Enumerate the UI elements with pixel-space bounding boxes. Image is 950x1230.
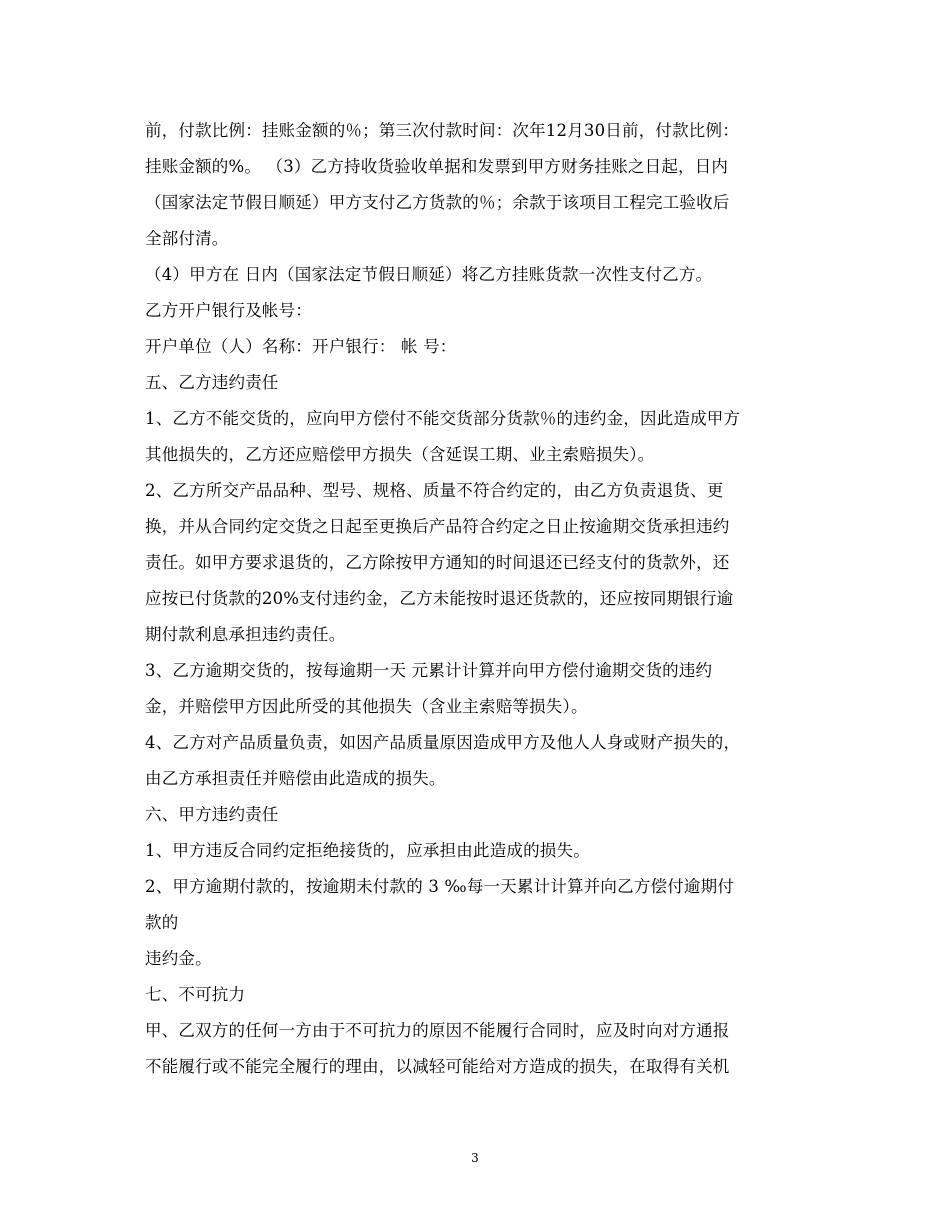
body-text xyxy=(145,113,810,1085)
text-line: 全部付清。 xyxy=(145,229,229,248)
section-heading: 六、甲方违约责任 xyxy=(145,805,279,824)
text-line: 开户单位（人）名称：开户银行： 帐 号： xyxy=(145,337,457,356)
text-line: 违约金。 xyxy=(145,949,212,968)
text-line: 1、乙方不能交货的，应向甲方偿付不能交货部分货款％的违约金，因此造成甲方 xyxy=(145,409,741,428)
text-line: 乙方开户银行及帐号： xyxy=(145,301,312,320)
text-line: 1、甲方违反合同约定拒绝接货的，应承担由此造成的损失。 xyxy=(145,841,590,860)
page-number: 3 xyxy=(471,1151,479,1165)
text-line: （国家法定节假日顺延）甲方支付乙方货款的％；余款于该项目工程完工验收后 xyxy=(145,193,730,212)
text-line: 3、乙方逾期交货的，按每逾期一天 元累计计算并向甲方偿付逾期交货的违约 xyxy=(145,661,713,680)
text-line: 4、乙方对产品质量负责，如因产品质量原因造成甲方及他人人身或财产损失的， xyxy=(145,733,741,752)
text-line: 责任。如甲方要求退货的，乙方除按甲方通知的时间退还已经支付的货款外，还 xyxy=(145,553,730,572)
text-line: 款的 xyxy=(145,913,179,932)
text-line: 2、乙方所交产品品种、型号、规格、质量不符合约定的，由乙方负责退货、更 xyxy=(145,481,724,500)
text-line: 甲、乙双方的任何一方由于不可抗力的原因不能履行合同时，应及时向对方通报 xyxy=(145,1021,730,1040)
text-line: 由乙方承担责任并赔偿由此造成的损失。 xyxy=(145,769,446,788)
section-heading: 五、乙方违约责任 xyxy=(145,373,279,392)
text-line: 2、甲方逾期付款的，按逾期未付款的 3 ‰每一天累计计算并向乙方偿付逾期付 xyxy=(145,877,735,896)
section-heading: 七、不可抗力 xyxy=(145,985,246,1004)
text-line: 应按已付货款的20%支付违约金，乙方未能按时退还货款的，还应按同期银行逾 xyxy=(145,589,734,608)
text-line: 期付款利息承担违约责任。 xyxy=(145,625,346,644)
text-line: 不能履行或不能完全履行的理由，以减轻可能给对方造成的损失，在取得有关机 xyxy=(145,1057,730,1076)
text-line: 换，并从合同约定交货之日起至更换后产品符合约定之日止按逾期交货承担违约 xyxy=(145,517,730,536)
text-line: 挂账金额的%。 （3）乙方持收货验收单据和发票到甲方财务挂账之日起，日内 xyxy=(145,157,729,176)
text-line: （4）甲方在 日内（国家法定节假日顺延）将乙方挂账货款一次性支付乙方。 xyxy=(145,265,713,284)
text-line: 前，付款比例：挂账金额的％；第三次付款时间：次年12月30日前，付款比例： xyxy=(145,121,739,140)
text-line: 其他损失的，乙方还应赔偿甲方损失（含延误工期、业主索赔损失）。 xyxy=(145,445,655,464)
text-line: 金，并赔偿甲方因此所受的其他损失（含业主索赔等损失）。 xyxy=(145,697,588,716)
